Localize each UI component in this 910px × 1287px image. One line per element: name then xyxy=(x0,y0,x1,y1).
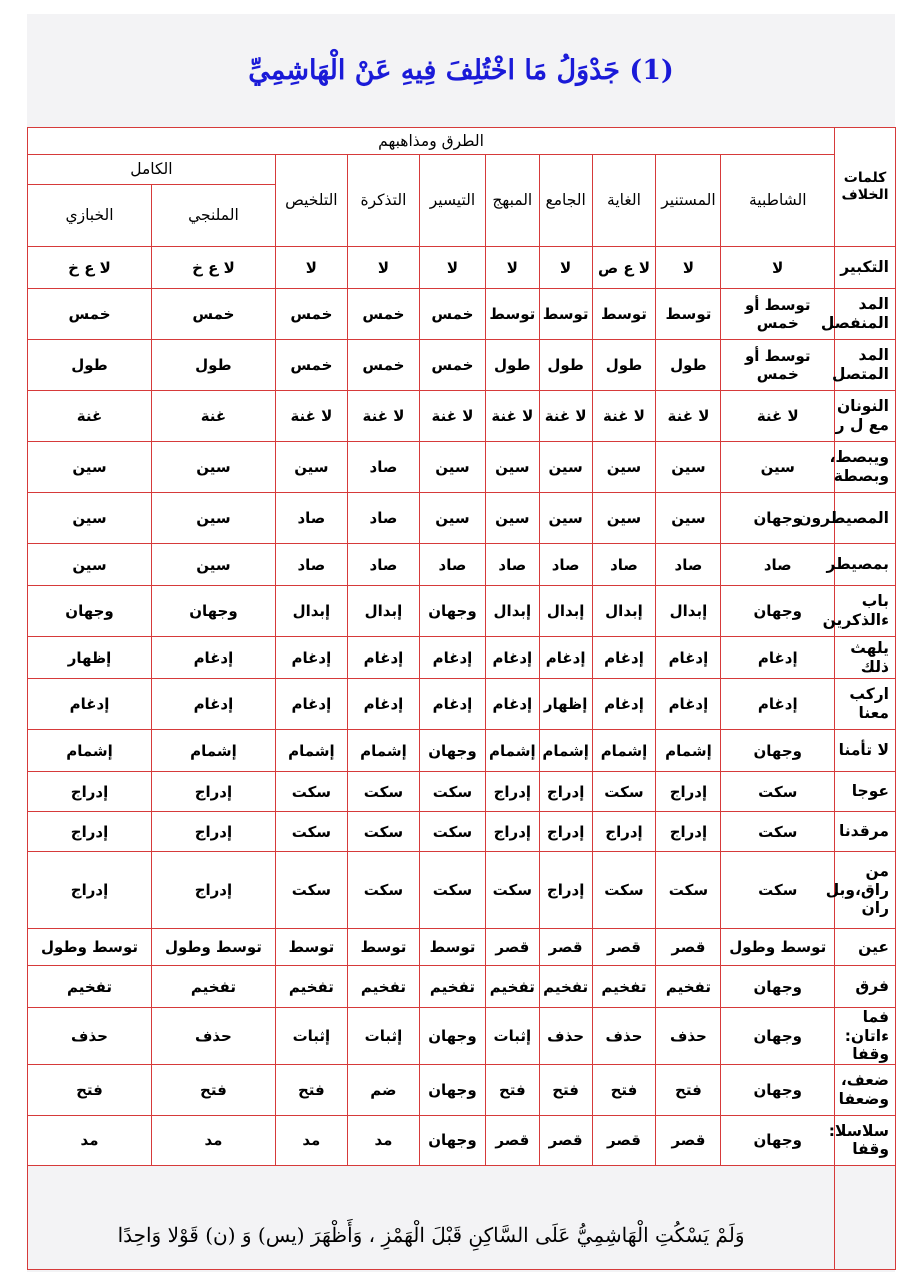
table-cell: صاد xyxy=(347,442,419,493)
table-cell: توسط xyxy=(592,289,656,340)
table-cell: سين xyxy=(419,493,485,544)
table-cell: وجهان xyxy=(419,586,485,637)
table-cell: سكت xyxy=(347,772,419,812)
table-cell: حذف xyxy=(28,1008,152,1065)
table-cell: سكت xyxy=(485,852,539,929)
table-cell: تفخيم xyxy=(656,966,721,1008)
footer-note: وَلَمْ يَسْكُتِ الْهَاشِمِيُّ عَلَى السَّاكِنِ قَبْلَ الْهَمْزِ ، وَأَظْهَرَ (يس) وَ (ن) قَوْلا وَاحِدًا xyxy=(28,1165,835,1269)
footer-blank-cell xyxy=(835,1165,896,1269)
table-cell: تفخيم xyxy=(485,966,539,1008)
table-cell: سكت xyxy=(275,772,347,812)
table-cell: توسط وطول xyxy=(152,929,276,966)
table-cell: وجهان xyxy=(721,586,835,637)
table-row xyxy=(28,544,896,586)
table-row xyxy=(28,730,896,772)
table-cell: سين xyxy=(539,442,592,493)
row-word: باب ءالذكرين xyxy=(835,586,896,637)
row-word: بمصيطر xyxy=(835,544,896,586)
table-cell: إبدال xyxy=(592,586,656,637)
row-word: المصيطرون xyxy=(835,493,896,544)
table-cell: حذف xyxy=(656,1008,721,1065)
table-cell: حذف xyxy=(152,1008,276,1065)
table-cell: إدغام xyxy=(152,679,276,730)
table-cell: إشمام xyxy=(152,730,276,772)
table-cell: إدغام xyxy=(419,637,485,679)
row-word: من راق،وبل ران xyxy=(835,852,896,929)
table-cell: سين xyxy=(28,442,152,493)
table-cell: طول xyxy=(28,340,152,391)
table-cell: مد xyxy=(152,1115,276,1165)
header-mustanir: المستنير xyxy=(656,155,721,247)
table-row xyxy=(28,289,896,340)
table-cell: توسط xyxy=(419,929,485,966)
table-cell: إدغام xyxy=(275,637,347,679)
table-cell: توسط xyxy=(656,289,721,340)
table-row xyxy=(28,679,896,730)
table-cell: إشمام xyxy=(347,730,419,772)
table-cell: وجهان xyxy=(152,586,276,637)
table-cell: طول xyxy=(656,340,721,391)
table-cell: إشمام xyxy=(275,730,347,772)
table-cell: ضم xyxy=(347,1064,419,1115)
table-row xyxy=(28,1064,896,1115)
row-word: سلاسلا: وقفا xyxy=(835,1115,896,1165)
row-word: فرق xyxy=(835,966,896,1008)
table-cell: صاد xyxy=(539,544,592,586)
header-khabbazi: الخبازي xyxy=(28,185,152,247)
table-cell: إدراج xyxy=(592,812,656,852)
row-word: النونان مع ل ر xyxy=(835,391,896,442)
table-cell: إبدال xyxy=(275,586,347,637)
table-cell: فتح xyxy=(656,1064,721,1115)
table-cell: توسط xyxy=(347,929,419,966)
table-cell: تفخيم xyxy=(419,966,485,1008)
table-cell: إشمام xyxy=(592,730,656,772)
table-cell: صاد xyxy=(275,493,347,544)
table-row xyxy=(28,929,896,966)
table-cell: توسط أو خمس xyxy=(721,289,835,340)
table-cell: لا غنة xyxy=(592,391,656,442)
table-cell: وجهان xyxy=(419,1064,485,1115)
table-cell: وجهان xyxy=(28,586,152,637)
table-cell: مد xyxy=(275,1115,347,1165)
table-cell: وجهان xyxy=(721,1064,835,1115)
table-cell: سكت xyxy=(419,772,485,812)
table-cell: حذف xyxy=(592,1008,656,1065)
table-cell: قصر xyxy=(539,929,592,966)
table-cell: قصر xyxy=(592,929,656,966)
table-cell: وجهان xyxy=(419,1115,485,1165)
table-cell: لا غنة xyxy=(656,391,721,442)
table-cell: سين xyxy=(656,493,721,544)
table-cell: سكت xyxy=(656,852,721,929)
table-cell: غنة xyxy=(28,391,152,442)
table-cell: لا ع خ xyxy=(152,247,276,289)
table-cell: إدراج xyxy=(485,772,539,812)
table-cell: سين xyxy=(28,544,152,586)
table-cell: إشمام xyxy=(485,730,539,772)
table-cell: إبدال xyxy=(539,586,592,637)
table-cell: إثبات xyxy=(347,1008,419,1065)
table-cell: إدراج xyxy=(656,772,721,812)
table-cell: لا غنة xyxy=(721,391,835,442)
table-row xyxy=(28,442,896,493)
table-cell: إظهار xyxy=(28,637,152,679)
table-cell: إدغام xyxy=(592,637,656,679)
table-cell: إدراج xyxy=(28,852,152,929)
table-cell: سكت xyxy=(592,852,656,929)
table-cell: تفخيم xyxy=(28,966,152,1008)
header-shatibiya: الشاطبية xyxy=(721,155,835,247)
table-cell: طول xyxy=(152,340,276,391)
table-cell: خمس xyxy=(275,340,347,391)
table-cell: سين xyxy=(28,493,152,544)
table-cell: صاد xyxy=(275,544,347,586)
table-cell: صاد xyxy=(485,544,539,586)
table-cell: سكت xyxy=(419,812,485,852)
table-cell: توسط xyxy=(539,289,592,340)
table-cell: لا غنة xyxy=(485,391,539,442)
row-word: المد المنفصل xyxy=(835,289,896,340)
table-cell: تفخيم xyxy=(539,966,592,1008)
table-cell: سكت xyxy=(419,852,485,929)
header-mubhij: المبهج xyxy=(485,155,539,247)
table-cell: فتح xyxy=(28,1064,152,1115)
page-title: (1) جَدْوَلُ مَا اخْتُلِفَ فِيهِ عَنْ الْهَاشِمِيِّ xyxy=(248,55,674,86)
table-row xyxy=(28,340,896,391)
table-cell: غنة xyxy=(152,391,276,442)
table-cell: إدغام xyxy=(539,637,592,679)
row-word: ويبصط، وبصطة xyxy=(835,442,896,493)
table-cell: صاد xyxy=(592,544,656,586)
table-cell: سين xyxy=(539,493,592,544)
table-cell: لا xyxy=(347,247,419,289)
row-word: المد المتصل xyxy=(835,340,896,391)
table-cell: إدراج xyxy=(152,812,276,852)
table-cell: سين xyxy=(721,442,835,493)
table-cell: إدغام xyxy=(347,679,419,730)
row-word: التكبير xyxy=(835,247,896,289)
table-cell: صاد xyxy=(347,544,419,586)
table-cell: تفخيم xyxy=(275,966,347,1008)
table-cell: لا غنة xyxy=(347,391,419,442)
table-cell: سكت xyxy=(721,772,835,812)
table-cell: سين xyxy=(275,442,347,493)
table-row xyxy=(28,391,896,442)
table-cell: مد xyxy=(347,1115,419,1165)
table-cell: سين xyxy=(485,442,539,493)
table-cell: إدغام xyxy=(592,679,656,730)
table-cell: إدراج xyxy=(539,772,592,812)
table-cell: قصر xyxy=(485,929,539,966)
table-cell: سكت xyxy=(347,852,419,929)
table-cell: لا غنة xyxy=(419,391,485,442)
table-cell: فتح xyxy=(592,1064,656,1115)
table-cell: وجهان xyxy=(721,1115,835,1165)
table-cell: إدغام xyxy=(656,637,721,679)
table-cell: قصر xyxy=(539,1115,592,1165)
table-cell: خمس xyxy=(347,340,419,391)
header-taysir: التيسير xyxy=(419,155,485,247)
table-cell: خمس xyxy=(152,289,276,340)
table-row xyxy=(28,493,896,544)
table-cell: لا غنة xyxy=(539,391,592,442)
table-cell: وجهان xyxy=(721,966,835,1008)
table-row xyxy=(28,852,896,929)
table-cell: إدراج xyxy=(28,772,152,812)
table-cell: وجهان xyxy=(721,493,835,544)
table-cell: إدراج xyxy=(539,852,592,929)
table-cell: خمس xyxy=(419,340,485,391)
table-cell: إثبات xyxy=(485,1008,539,1065)
table-cell: لا غنة xyxy=(275,391,347,442)
table-cell: توسط وطول xyxy=(721,929,835,966)
table-cell: إدغام xyxy=(28,679,152,730)
table-cell: تفخيم xyxy=(152,966,276,1008)
header-words: كلمات الخلاف xyxy=(835,128,896,247)
table-cell: توسط xyxy=(275,929,347,966)
table-cell: إدغام xyxy=(656,679,721,730)
table-cell: سكت xyxy=(592,772,656,812)
table-cell: إشمام xyxy=(656,730,721,772)
table-cell: إدغام xyxy=(347,637,419,679)
table-cell: سكت xyxy=(347,812,419,852)
row-word: فما ءاتان: وقفا xyxy=(835,1008,896,1065)
table-cell: صاد xyxy=(721,544,835,586)
table-row xyxy=(28,772,896,812)
row-word: يلهث ذلك xyxy=(835,637,896,679)
table-cell: سكت xyxy=(721,852,835,929)
table-cell: صاد xyxy=(419,544,485,586)
table-cell: سين xyxy=(152,544,276,586)
table-cell: خمس xyxy=(28,289,152,340)
table-cell: توسط وطول xyxy=(28,929,152,966)
table-cell: طول xyxy=(485,340,539,391)
table-cell: سين xyxy=(152,493,276,544)
header-jami: الجامع xyxy=(539,155,592,247)
table-cell: تفخيم xyxy=(347,966,419,1008)
table-cell: خمس xyxy=(275,289,347,340)
table-row xyxy=(28,586,896,637)
table-cell: فتح xyxy=(485,1064,539,1115)
table-cell: لا xyxy=(721,247,835,289)
table-cell: إدراج xyxy=(539,812,592,852)
table-cell: إدغام xyxy=(721,637,835,679)
table-cell: إدغام xyxy=(721,679,835,730)
table-cell: سين xyxy=(152,442,276,493)
table-cell: إبدال xyxy=(347,586,419,637)
table-cell: وجهان xyxy=(721,1008,835,1065)
table-row xyxy=(28,1115,896,1165)
table-cell: سين xyxy=(485,493,539,544)
table-cell: فتح xyxy=(275,1064,347,1115)
table-cell: لا xyxy=(275,247,347,289)
table-row xyxy=(28,966,896,1008)
table-row xyxy=(28,1008,896,1065)
table-cell: إدغام xyxy=(485,679,539,730)
table-cell: لا xyxy=(419,247,485,289)
table-cell: قصر xyxy=(656,929,721,966)
table-cell: خمس xyxy=(347,289,419,340)
row-word: لا تأمنا xyxy=(835,730,896,772)
table-cell: طول xyxy=(592,340,656,391)
header-talkhis: التلخيص xyxy=(275,155,347,247)
table-cell: إدراج xyxy=(485,812,539,852)
row-word: عين xyxy=(835,929,896,966)
table-cell: وجهان xyxy=(419,730,485,772)
table-cell: توسط xyxy=(485,289,539,340)
table-cell: وجهان xyxy=(419,1008,485,1065)
table-cell: خمس xyxy=(419,289,485,340)
table-cell: سين xyxy=(656,442,721,493)
table-cell: قصر xyxy=(656,1115,721,1165)
table-cell: قصر xyxy=(485,1115,539,1165)
table-cell: سكت xyxy=(275,812,347,852)
table-cell: فتح xyxy=(152,1064,276,1115)
header-ghaya: الغاية xyxy=(592,155,656,247)
row-word: ضعف، وضعفا xyxy=(835,1064,896,1115)
header-mulanji: الملنجي xyxy=(152,185,276,247)
table-cell: إظهار xyxy=(539,679,592,730)
table-cell: حذف xyxy=(539,1008,592,1065)
differences-table xyxy=(27,127,896,1270)
table-cell: سكت xyxy=(721,812,835,852)
table-cell: سين xyxy=(592,442,656,493)
table-row xyxy=(28,812,896,852)
table-cell: فتح xyxy=(539,1064,592,1115)
table-cell: إدراج xyxy=(28,812,152,852)
table-cell: إبدال xyxy=(485,586,539,637)
row-word: اركب معنا xyxy=(835,679,896,730)
table-cell: إشمام xyxy=(539,730,592,772)
table-cell: قصر xyxy=(592,1115,656,1165)
row-word: مرقدنا xyxy=(835,812,896,852)
table-cell: صاد xyxy=(656,544,721,586)
table-cell: إبدال xyxy=(656,586,721,637)
header-tadhkira: التذكرة xyxy=(347,155,419,247)
table-cell: إدراج xyxy=(152,772,276,812)
table-cell: لا ع ص xyxy=(592,247,656,289)
table-cell: سين xyxy=(419,442,485,493)
row-word: عوجا xyxy=(835,772,896,812)
table-cell: سين xyxy=(592,493,656,544)
table-cell: إشمام xyxy=(28,730,152,772)
table-cell: طول xyxy=(539,340,592,391)
table-cell: إدراج xyxy=(152,852,276,929)
table-cell: لا xyxy=(656,247,721,289)
header-routes: الطرق ومذاهبهم xyxy=(28,128,835,155)
table-cell: إدغام xyxy=(419,679,485,730)
table-cell: وجهان xyxy=(721,730,835,772)
table-cell: مد xyxy=(28,1115,152,1165)
header-kamil: الكامل xyxy=(28,155,276,185)
table-cell: لا ع خ xyxy=(28,247,152,289)
table-cell: إثبات xyxy=(275,1008,347,1065)
table-cell: إدراج xyxy=(656,812,721,852)
table-cell: سكت xyxy=(275,852,347,929)
table-cell: صاد xyxy=(347,493,419,544)
table-cell: إدغام xyxy=(485,637,539,679)
table-cell: لا xyxy=(485,247,539,289)
table-cell: تفخيم xyxy=(592,966,656,1008)
table-row xyxy=(28,637,896,679)
table-cell: إدغام xyxy=(275,679,347,730)
table-cell: توسط أو خمس xyxy=(721,340,835,391)
table-row xyxy=(28,247,896,289)
table-cell: لا xyxy=(539,247,592,289)
table-cell: إدغام xyxy=(152,637,276,679)
